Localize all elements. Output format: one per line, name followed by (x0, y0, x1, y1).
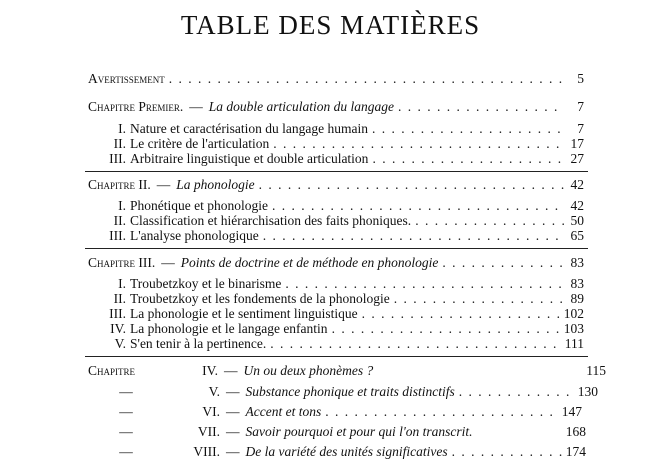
section-title: Nature et caractérisation du langage humain (130, 121, 369, 136)
chapter-label: Chapitre (88, 363, 136, 378)
section-divider (85, 171, 588, 172)
section-page: 89 (570, 291, 584, 306)
subchapter-page: 168 (565, 424, 586, 439)
section-page: 102 (563, 306, 584, 321)
subchapter-page: 174 (565, 444, 586, 459)
section-page: 50 (570, 213, 584, 228)
toc-chapter-1 (88, 98, 584, 115)
section-number: I. (118, 276, 126, 291)
section-page: 17 (570, 136, 584, 151)
subchapter-title: De la variété des unités significatives (245, 444, 448, 459)
dot-leader (459, 383, 574, 400)
toc-subchapter (100, 423, 586, 440)
entry-label: Avertissement (88, 71, 165, 86)
subchapter-roman: VIII. (193, 444, 220, 459)
chapter-label: Chapitre III. (88, 255, 156, 270)
subchapter-title: Savoir pourquoi et pour qui l'on transcrit. (245, 424, 473, 439)
section-number: III. (109, 228, 126, 243)
subchapter-page: 130 (577, 384, 598, 399)
section-title: L'analyse phonologique (130, 228, 259, 243)
toc-subchapter (100, 403, 582, 420)
em-dash: — (161, 255, 175, 270)
entry-page: 5 (577, 71, 584, 86)
ditto-dash: — (119, 424, 133, 439)
section-title: S'en tenir à la pertinence. (130, 336, 267, 351)
toc-subchapter (100, 383, 598, 400)
section-divider (85, 248, 588, 249)
section-number: III. (109, 306, 126, 321)
dot-leader (442, 254, 564, 271)
subchapter-roman: V. (208, 384, 220, 399)
ditto-dash: — (119, 404, 133, 419)
dot-leader (398, 98, 564, 115)
section-number: II. (113, 136, 126, 151)
subchapter-roman: VII. (197, 424, 220, 439)
subchapter-title: Substance phonique et traits distinctifs (245, 384, 455, 399)
dot-leader (270, 335, 561, 352)
section-title: Classification et hiérarchisation des faits phoniques. (130, 213, 412, 228)
section-page: 103 (563, 321, 584, 336)
section-title: Phonétique et phonologie (130, 198, 268, 213)
dot-leader (452, 443, 562, 460)
section-page: 7 (577, 121, 584, 136)
ditto-dash: — (119, 384, 133, 399)
toc-subchapter (100, 443, 586, 460)
chapter-roman: IV. (202, 363, 218, 378)
section-number: I. (118, 198, 126, 213)
toc-section (100, 150, 584, 167)
chapter-title: La double articulation du langage (208, 99, 395, 114)
section-number: II. (113, 213, 126, 228)
chapter-page: 42 (570, 177, 584, 192)
em-dash: — (226, 384, 240, 399)
dot-leader (325, 403, 558, 420)
section-divider (85, 356, 588, 357)
section-number: II. (113, 291, 126, 306)
dot-leader (169, 70, 564, 87)
section-title: Troubetzkoy et les fondements de la phonologie (130, 291, 390, 306)
em-dash: — (189, 99, 203, 114)
chapter-page: 115 (586, 363, 606, 378)
em-dash: — (226, 444, 240, 459)
section-number: III. (109, 151, 126, 166)
section-page: 42 (570, 198, 584, 213)
section-title: Arbitraire linguistique et double articulation (130, 151, 369, 166)
section-number: IV. (110, 321, 126, 336)
section-page: 111 (564, 336, 584, 351)
section-title: Troubetzkoy et le binarisme (130, 276, 282, 291)
section-number: V. (114, 336, 126, 351)
section-title: La phonologie et le sentiment linguistique (130, 306, 358, 321)
section-title: La phonologie et le langage enfantin (130, 321, 328, 336)
ditto-dash: — (119, 444, 133, 459)
dot-leader (263, 227, 564, 244)
toc-chapter-4 (88, 362, 606, 379)
dot-leader (372, 150, 564, 167)
toc-chapter-2 (88, 176, 584, 193)
section-number: I. (118, 121, 126, 136)
toc-section (100, 227, 584, 244)
toc-chapter-3 (88, 254, 584, 271)
chapter-title: La phonologie (176, 177, 255, 192)
chapter-page: 7 (577, 99, 584, 114)
chapter-title: Un ou deux phonèmes ? (243, 363, 374, 378)
page-title: TABLE DES MATIÈRES (180, 10, 481, 40)
section-page: 65 (570, 228, 584, 243)
dot-leader (259, 176, 564, 193)
section-page: 83 (570, 276, 584, 291)
em-dash: — (226, 424, 240, 439)
section-page: 27 (570, 151, 584, 166)
em-dash: — (226, 404, 240, 419)
chapter-title: Points de doctrine et de méthode en phonologie (180, 255, 439, 270)
chapter-label: Chapitre Premier. (88, 99, 184, 114)
toc-section (100, 335, 584, 352)
subchapter-title: Accent et tons (245, 404, 322, 419)
em-dash: — (224, 363, 238, 378)
subchapter-page: 147 (561, 404, 582, 419)
toc-entry-avertissement (88, 70, 584, 87)
chapter-page: 83 (570, 255, 584, 270)
section-title: Le critère de l'articulation (130, 136, 270, 151)
em-dash: — (156, 177, 171, 192)
chapter-label: Chapitre II. (88, 177, 151, 192)
subchapter-roman: VI. (202, 404, 220, 419)
